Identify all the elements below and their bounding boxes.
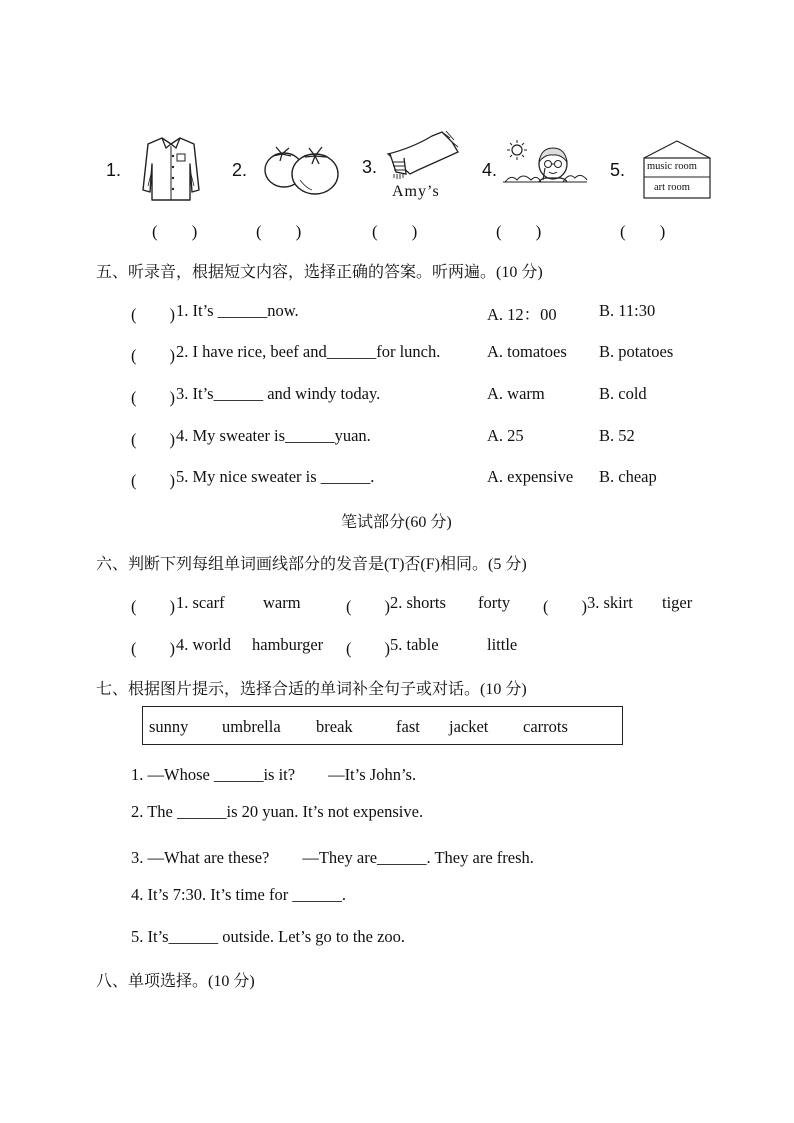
word-bank <box>142 706 623 745</box>
picture-number: 2. <box>232 160 248 180</box>
answer-paren[interactable]: ( ) <box>131 471 175 490</box>
option-a: A. warm <box>487 384 545 403</box>
option-a: A. tomatoes <box>487 342 567 361</box>
word-pair-first: 3. skirt <box>587 593 633 612</box>
answer-blank[interactable]: ( ) <box>152 222 198 241</box>
word-pair-first: 2. shorts <box>390 593 446 612</box>
word-pair-second: hamburger <box>252 635 324 654</box>
word-bank-item: sunny <box>149 717 189 736</box>
option-a: A. 25 <box>487 426 524 445</box>
shirt-icon <box>140 134 202 204</box>
word-bank-item: jacket <box>449 717 489 736</box>
section5-heading: 五、听录音，根据短文内容，选择正确的答案。听两遍。(10 分) <box>96 264 543 281</box>
scarf-caption: Amy’s <box>392 183 440 200</box>
word-pair-first: 1. scarf <box>176 593 225 612</box>
option-b: B. cheap <box>599 467 657 486</box>
answer-paren[interactable]: ( ) <box>346 597 390 616</box>
option-b: B. 52 <box>599 426 635 445</box>
picture-number: 1. <box>106 160 122 180</box>
fill-sentence: 2. The ______is 20 yuan. It’s not expensive. <box>131 802 424 821</box>
section8-heading: 八、单项选择。(10 分) <box>96 973 255 990</box>
word-bank-item: fast <box>396 717 420 736</box>
picture-number: 4. <box>482 160 498 180</box>
question-text: 1. It’s ______now. <box>176 301 299 320</box>
word-pair-second: warm <box>263 593 301 612</box>
section7-heading: 七、根据图片提示，选择合适的单词补全句子或对话。(10 分) <box>96 681 527 698</box>
word-pair-first: 5. table <box>390 635 439 654</box>
option-b: B. 11:30 <box>599 301 656 320</box>
answer-paren[interactable]: ( ) <box>131 639 175 658</box>
sign-bottom-label: art room <box>654 182 690 193</box>
question-text: 4. My sweater is______yuan. <box>176 426 371 445</box>
word-bank-item: break <box>316 717 353 736</box>
answer-paren[interactable]: ( ) <box>346 639 390 658</box>
question-text: 3. It’s______ and windy today. <box>176 384 381 403</box>
option-b: B. potatoes <box>599 342 674 361</box>
answer-blank[interactable]: ( ) <box>256 222 302 241</box>
answer-blank[interactable]: ( ) <box>372 222 418 241</box>
answer-paren[interactable]: ( ) <box>131 346 175 365</box>
section6-heading: 六、判断下列每组单词画线部分的发音是(T)否(F)相同。(5 分) <box>96 556 527 573</box>
written-part-title: 笔试部分(60 分) <box>341 514 452 531</box>
option-a: A. expensive <box>487 467 574 486</box>
tomatoes-icon <box>262 144 342 198</box>
option-b: B. cold <box>599 384 647 403</box>
picture-number: 3. <box>362 157 378 177</box>
fill-sentence: 1. —Whose ______is it? —It’s John’s. <box>131 765 417 784</box>
sunny-weather-girl-icon <box>503 138 589 192</box>
sign-top-label: music room <box>647 161 697 172</box>
answer-paren[interactable]: ( ) <box>131 305 175 324</box>
answer-blank[interactable]: ( ) <box>620 222 666 241</box>
word-bank-item: umbrella <box>222 717 281 736</box>
fill-sentence: 5. It’s______ outside. Let’s go to the zoo. <box>131 927 406 946</box>
answer-paren[interactable]: ( ) <box>131 597 175 616</box>
word-bank-item: carrots <box>523 717 568 736</box>
fill-sentence: 3. —What are these? —They are______. They are fresh. <box>131 848 534 867</box>
picture-number: 5. <box>610 160 626 180</box>
word-pair-second: tiger <box>662 593 693 612</box>
question-text: 5. My nice sweater is ______. <box>176 467 375 486</box>
answer-paren[interactable]: ( ) <box>131 388 175 407</box>
scarf-icon <box>382 128 462 184</box>
word-pair-first: 4. world <box>176 635 231 654</box>
word-pair-second: forty <box>478 593 511 612</box>
answer-paren[interactable]: ( ) <box>543 597 587 616</box>
option-a: A. 12：00 <box>487 305 557 324</box>
question-text: 2. I have rice, beef and______for lunch. <box>176 342 441 361</box>
answer-paren[interactable]: ( ) <box>131 430 175 449</box>
fill-sentence: 4. It’s 7:30. It’s time for ______. <box>131 885 346 904</box>
word-pair-second: little <box>487 635 518 654</box>
answer-blank[interactable]: ( ) <box>496 222 542 241</box>
